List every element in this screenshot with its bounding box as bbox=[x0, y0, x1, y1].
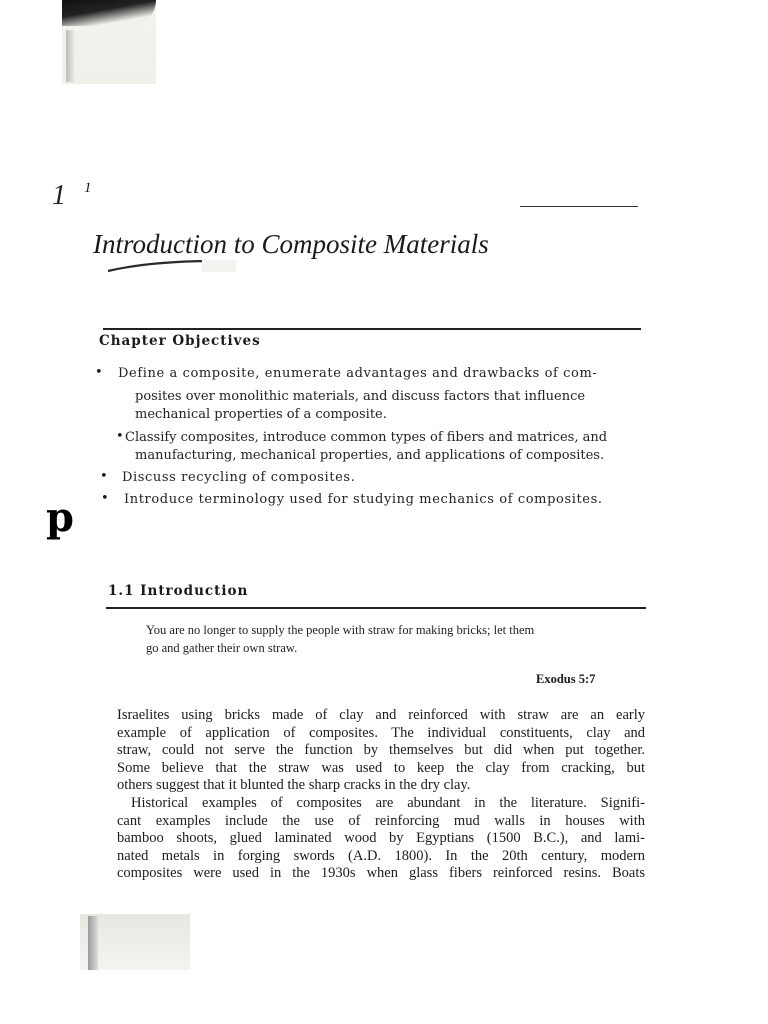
objective-item-4: Introduce terminology used for studying mechanics of composites. bbox=[124, 492, 603, 507]
objective-item-1-line-2: posites over monolithic materials, and discuss factors that influence bbox=[135, 389, 586, 404]
scan-artifact-bottom bbox=[80, 914, 190, 970]
objective-item-1-line-3: mechanical properties of a composite. bbox=[135, 407, 387, 422]
paragraph-2-line-1: Historical examples of composites are abundant in the literature. Signifi- bbox=[131, 795, 645, 811]
epigraph-source: Exodus 5:7 bbox=[536, 672, 596, 686]
paragraph-1-line-5: others suggest that it blunted the sharp cracks in the dry clay. bbox=[117, 777, 471, 794]
page-edge-shadow bbox=[62, 0, 156, 26]
epigraph-line-2: go and gather their own straw. bbox=[146, 641, 298, 655]
section-heading: 1.1 Introduction bbox=[108, 583, 249, 599]
objective-item-1-line-1: Define a composite, enumerate advantages and drawbacks of com- bbox=[118, 366, 598, 381]
bullet-marker: • bbox=[101, 491, 109, 506]
paragraph-1-line-3: straw, could not serve the function by themselves but did when put together. bbox=[117, 742, 645, 759]
paragraph-2-line-3: bamboo shoots, glued laminated wood by Egyptians (1500 B.C.), and lami- bbox=[117, 830, 645, 847]
page-fold bbox=[66, 30, 74, 82]
header-rule bbox=[520, 206, 638, 207]
epigraph-line-1: You are no longer to supply the people with straw for making bricks; let them bbox=[146, 623, 535, 637]
section-rule bbox=[106, 607, 646, 609]
paragraph-1-line-1: Israelites using bricks made of clay and reinforced with straw are an early bbox=[117, 707, 645, 723]
paragraph-2-line-2: cant examples include the use of reinforcing mud walls in houses with bbox=[117, 812, 645, 829]
objective-item-2-line-1: Classify composites, introduce common types of fibers and matrices, and bbox=[125, 430, 608, 445]
paragraph-1-line-2: example of application of composites. The individual constituents, clay and bbox=[117, 724, 645, 741]
chapter-title: Introduction to Composite Materials bbox=[93, 229, 489, 259]
chapter-number-superscript: 1 bbox=[84, 180, 92, 196]
paragraph-2-line-5: composites were used in the 1930s when glass fibers reinforced resins. Boats bbox=[117, 865, 645, 882]
paragraph-2-line-4: nated metals in forging swords (A.D. 1800). In the 20th century, modern bbox=[117, 847, 645, 864]
paragraph-1-line-4: Some believe that the straw was used to keep the clay from cracking, but bbox=[117, 759, 645, 776]
bullet-marker: • bbox=[116, 429, 124, 444]
objectives-rule bbox=[103, 328, 641, 330]
bullet-marker: • bbox=[95, 365, 103, 380]
scan-artifact-top bbox=[62, 0, 156, 84]
epigraph-quote bbox=[146, 621, 616, 657]
page-fold bbox=[88, 916, 98, 970]
bullet-marker: • bbox=[100, 469, 108, 484]
objectives-heading: Chapter Objectives bbox=[99, 333, 261, 349]
objective-item-2-line-2: manufacturing, mechanical properties, and applications of composites. bbox=[135, 448, 605, 463]
objective-item-3: Discuss recycling of composites. bbox=[122, 470, 356, 485]
margin-mark: p bbox=[46, 494, 74, 541]
title-underline-swoosh bbox=[106, 258, 236, 274]
chapter-number: 1 bbox=[52, 180, 66, 211]
